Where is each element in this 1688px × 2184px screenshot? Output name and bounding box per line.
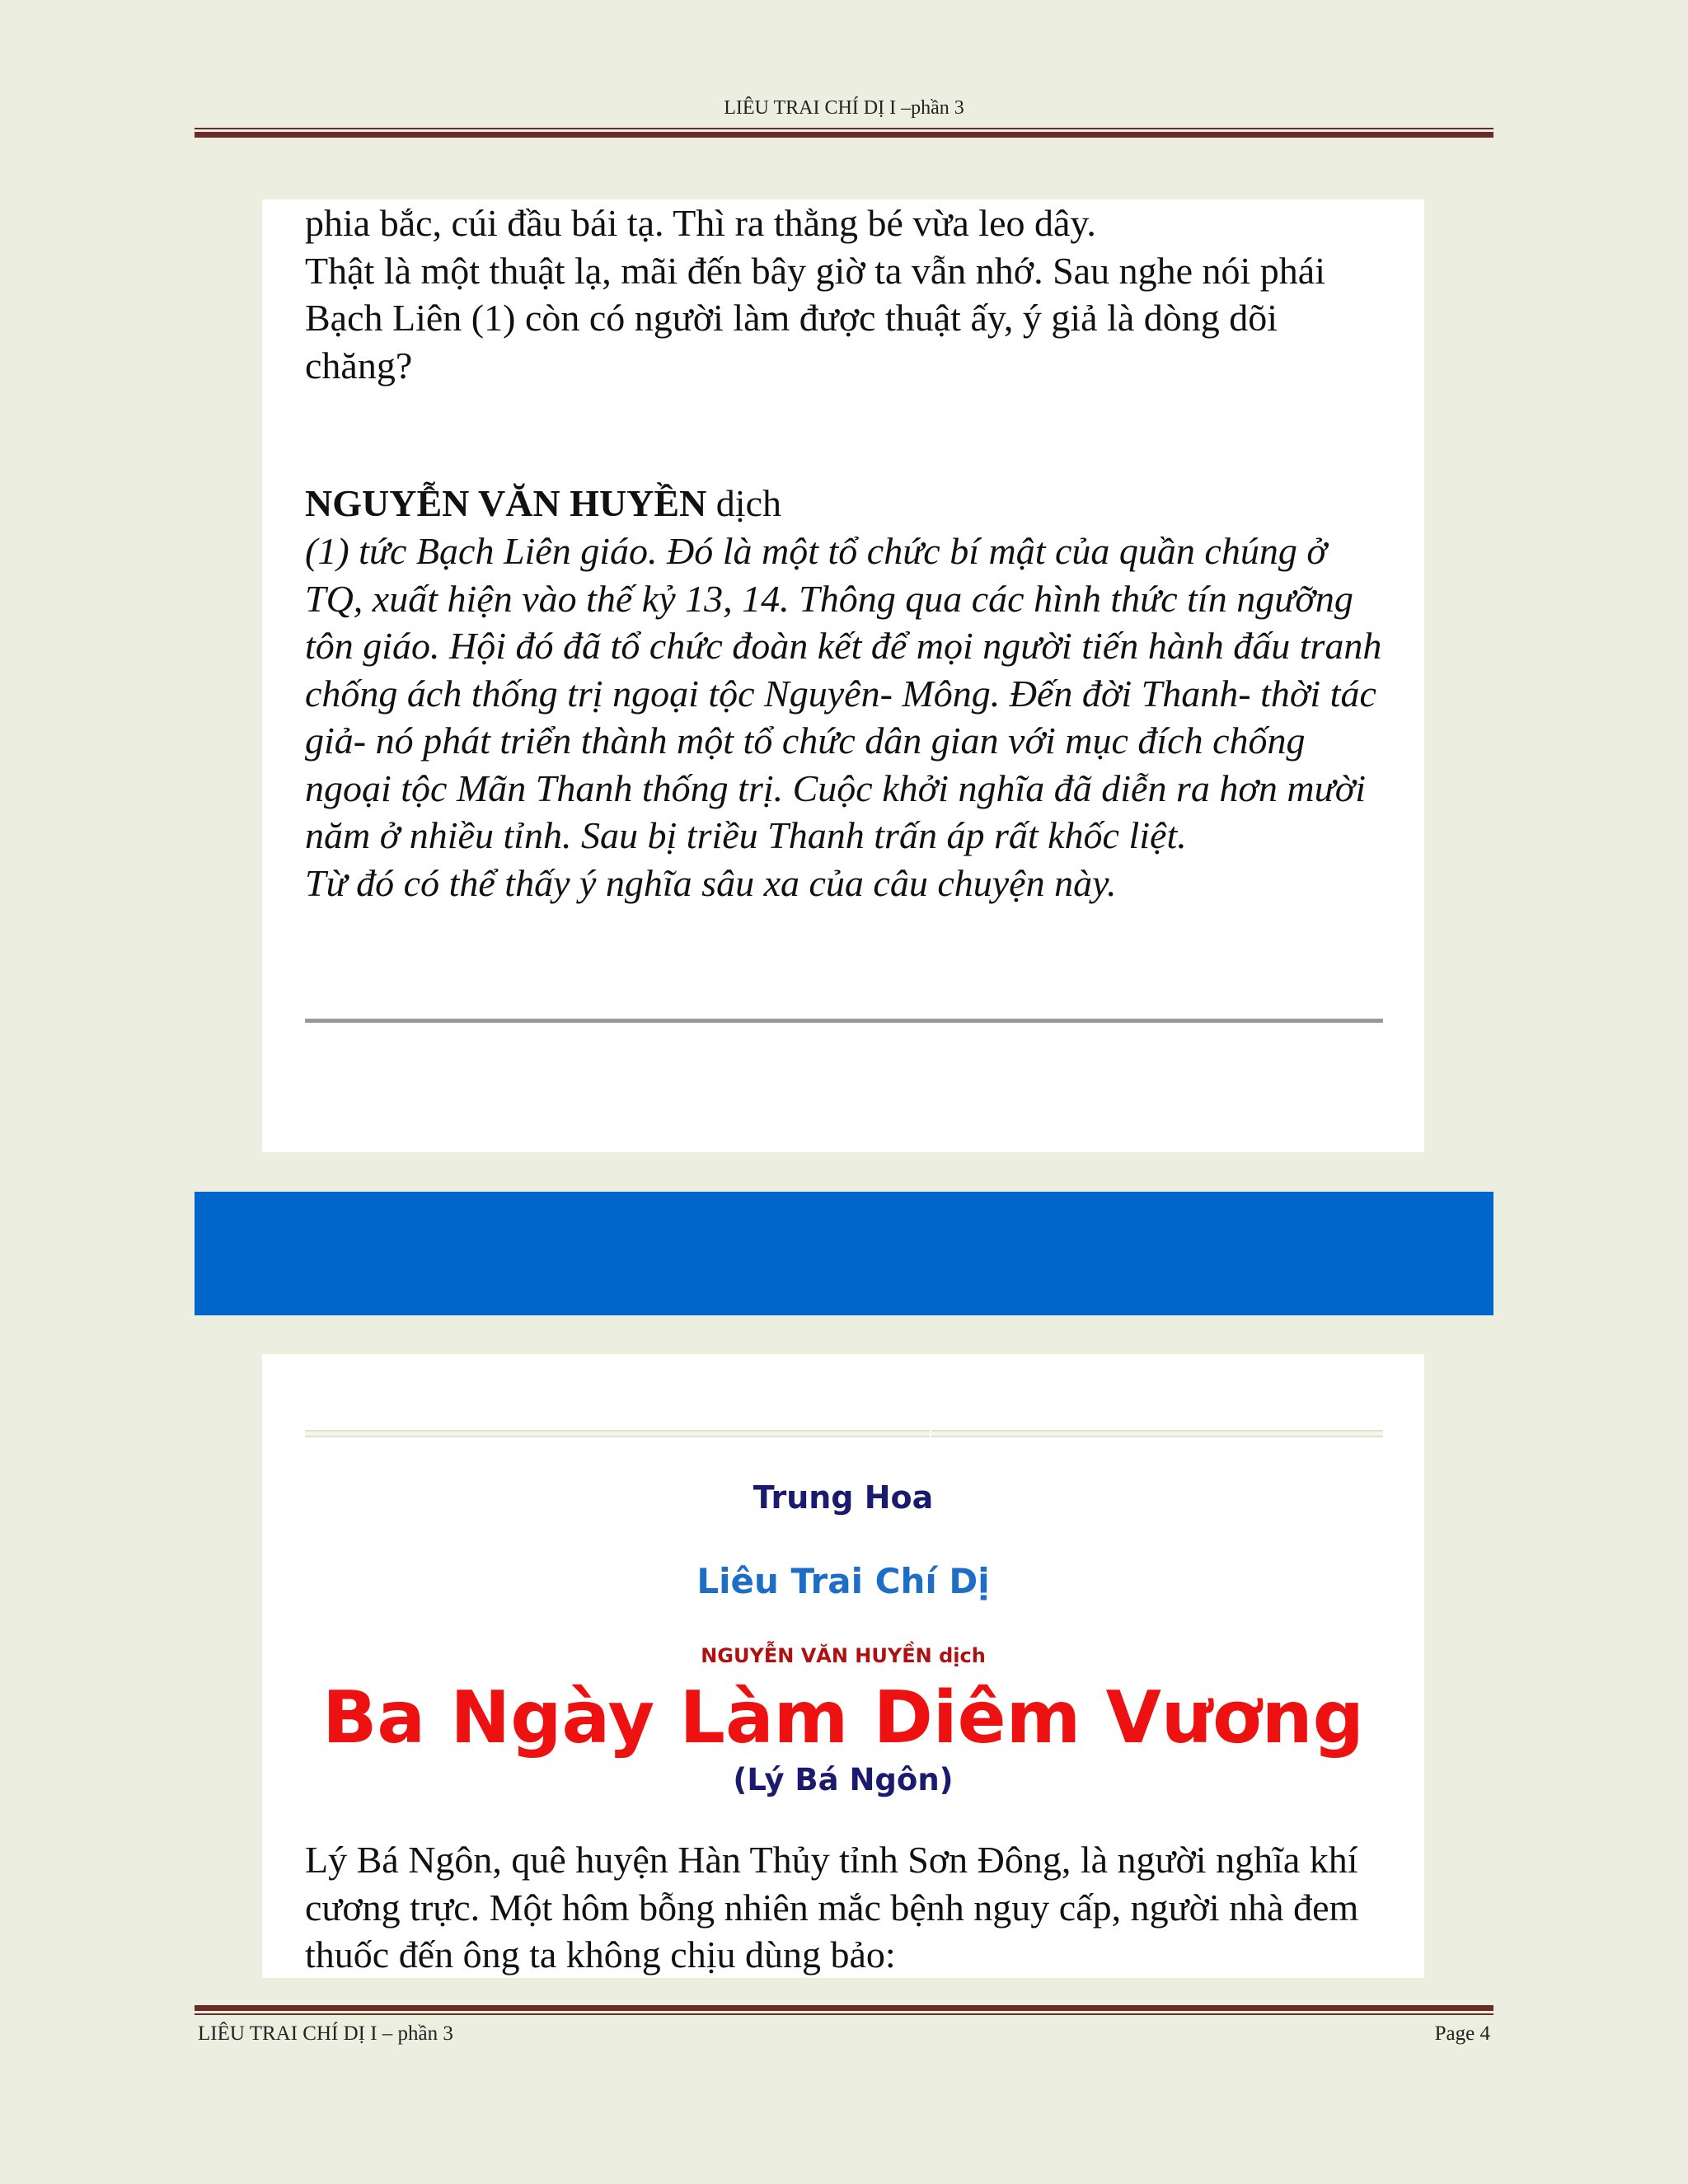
footer-running-title: LIÊU TRAI CHÍ DỊ I – phần 3 [198, 2022, 453, 2045]
story-title: Ba Ngày Làm Diêm Vương [322, 1675, 1364, 1760]
story-subtitle: (Lý Bá Ngôn) [733, 1762, 954, 1797]
header-rule-thin [195, 128, 1493, 129]
continued-paragraph: phia bắc, cúi đầu bái tạ. Thì ra thằng bé vừa leo dây. Thật là một thuật lạ, mãi đến bây giờ ta vẫn nhớ. Sau nghe nói phái Bạch Liên (1) còn có người làm được thuật ấy, ý giả là dòng dõi chăng? [305, 202, 1325, 387]
book-title: Liêu Trai Chí Dị [696, 1561, 990, 1601]
decorative-rule-right [931, 1430, 1383, 1437]
section-divider [305, 1019, 1383, 1023]
story-opening-paragraph: Lý Bá Ngôn, quê huyện Hàn Thủy tỉnh Sơn Đông, là người nghĩa khí cương trực. Một hôm bỗng nhiên mắc bệnh nguy cấp, người nhà đem thuốc đến ông ta không chịu dùng bảo: [305, 1839, 1359, 1975]
bottom-text-panel [262, 1354, 1424, 1978]
top-text-panel [262, 199, 1424, 1152]
footnote [305, 527, 1393, 907]
footer-rule-thick [195, 2005, 1493, 2011]
footnote-closing: Từ đó có thể thấy ý nghĩa sâu xa của câu chuyện này. [305, 861, 1117, 904]
header-rule-thick [195, 132, 1493, 138]
footnote-body: (1) tức Bạch Liên giáo. Đó là một tổ chức bí mật của quần chúng ở TQ, xuất hiện vào thế kỷ 13, 14. Thông qua các hình thức tín ngưỡng tôn giáo. Hội đó đã tổ chức đoàn kết để mọi người tiến hành đấu tranh chống ách thống trị ngoại tộc Nguyên- Mông. Đến đời Thanh- thời tác giả- nó phát triển thành một tổ chức dân gian với mục đích chống ngoại tộc Mãn Thanh thống trị. Cuộc khởi nghĩa đã diễn ra hơn mười năm ở nhiều tỉnh. Sau bị triều Thanh trấn áp rất khốc liệt. [305, 530, 1382, 856]
blue-separator-band [195, 1192, 1493, 1315]
footer-rule-thin [195, 2013, 1493, 2015]
region-label: Trung Hoa [753, 1479, 934, 1516]
translator-name: NGUYỄN VĂN HUYỀN [305, 482, 707, 524]
translator-byline [305, 480, 1393, 527]
page-number: Page 4 [1434, 2022, 1490, 2045]
running-header: LIÊU TRAI CHÍ DỊ I –phần 3 [724, 97, 964, 119]
translator-suffix: dịch [706, 482, 781, 524]
story-byline: NGUYỄN VĂN HUYỀN dịch [701, 1644, 986, 1667]
decorative-rule-left [305, 1430, 930, 1437]
